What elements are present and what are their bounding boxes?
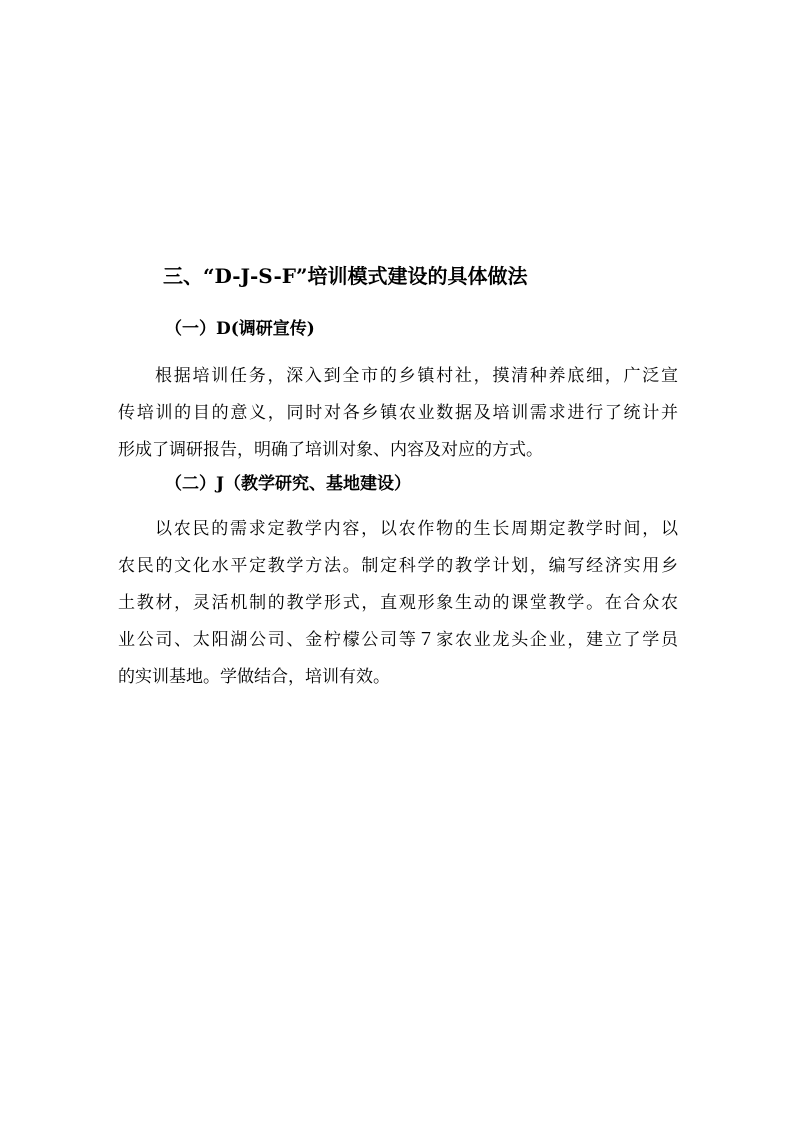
paragraph-line: 以农民的需求定教学内容，以农作物的生长周期定教学时间，以	[155, 519, 678, 539]
paragraph-line: 形成了调研报告，明确了培训对象、内容及对应的方式。	[118, 440, 543, 460]
paragraph-line: 业公司、太阳湖公司、金柠檬公司等７家农业龙头企业，建立了学员	[118, 630, 678, 650]
paragraph-line: 农民的文化水平定教学方法。制定科学的教学计划，编写经济实用乡	[118, 556, 678, 576]
section-heading: 三、“D-J-S-F”培训模式建设的具体做法	[163, 264, 528, 288]
paragraph-line: 传培训的目的意义，同时对各乡镇农业数据及培训需求进行了统计并	[118, 403, 678, 423]
subsection-heading-j: （二）J（教学研究、基地建设）	[165, 474, 412, 494]
subsection-heading-d: （一）D(调研宣传)	[165, 319, 315, 339]
paragraph-line: 土教材，灵活机制的教学形式，直观形象生动的课堂教学。在合众农	[118, 593, 678, 613]
paragraph-d	[118, 358, 678, 469]
paragraph-j	[118, 511, 678, 696]
paragraph-line: 的实训基地。学做结合，培训有效。	[118, 667, 390, 687]
paragraph-line: 根据培训任务，深入到全市的乡镇村社，摸清种养底细，广泛宣	[155, 366, 678, 386]
